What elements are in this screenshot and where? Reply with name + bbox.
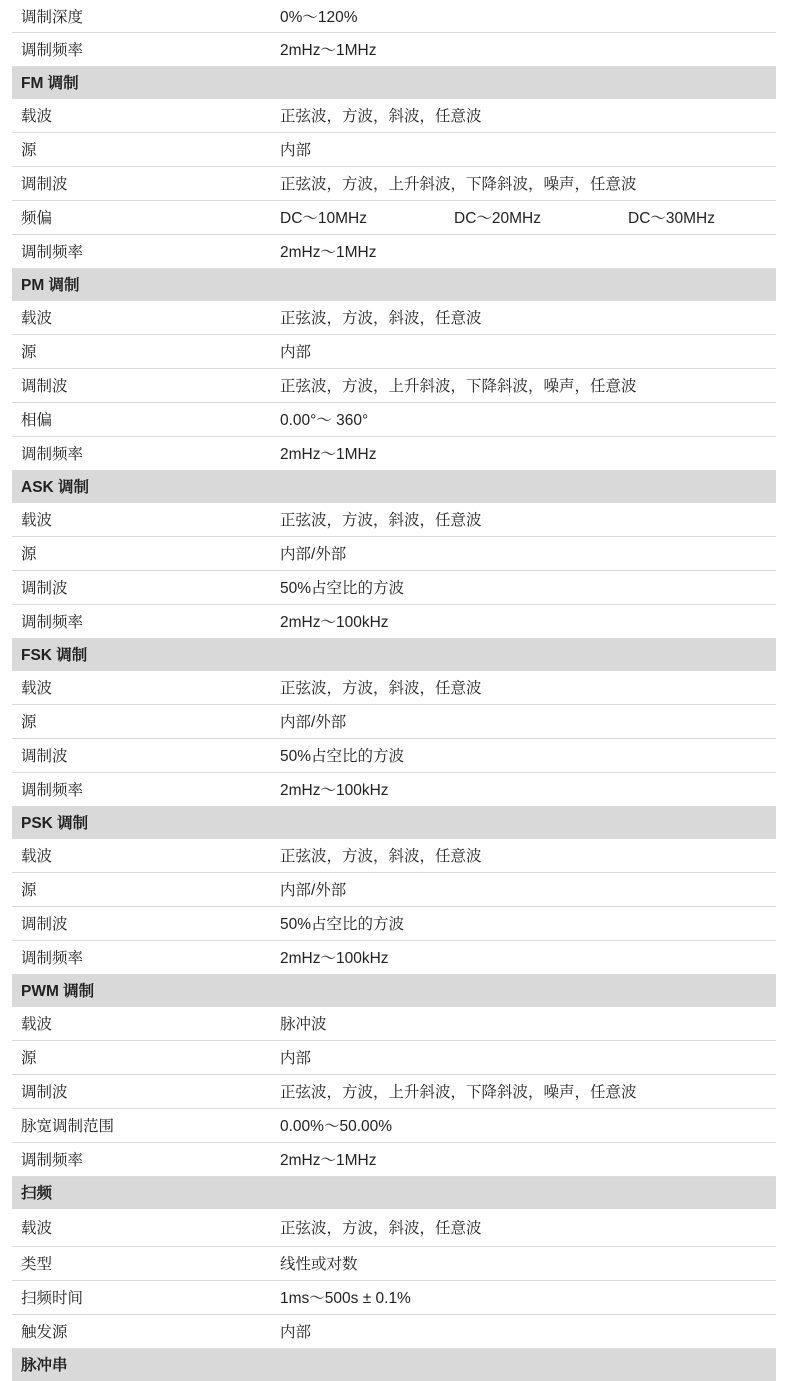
section-title: 脉冲串 <box>12 1348 776 1380</box>
spec-row <box>12 670 776 704</box>
spec-label: 调制波 <box>12 1074 271 1108</box>
spec-label: 载波 <box>12 98 271 132</box>
spec-label: 脉宽调制范围 <box>12 1108 271 1142</box>
spec-value: 内部/外部 <box>271 872 776 906</box>
spec-label: 类型 <box>12 1246 271 1280</box>
spec-value: 内部 <box>271 1040 776 1074</box>
spec-row <box>12 838 776 872</box>
spec-row <box>12 570 776 604</box>
spec-value: 2mHz～1MHz <box>271 234 776 268</box>
spec-label: 调制波 <box>12 368 271 402</box>
spec-row <box>12 402 776 436</box>
spec-label: 频偏 <box>12 200 271 234</box>
spec-row <box>12 872 776 906</box>
spec-value: 2mHz～100kHz <box>271 772 776 806</box>
spec-label: 调制波 <box>12 166 271 200</box>
spec-label: 调制频率 <box>12 32 271 66</box>
spec-value: 50%占空比的方波 <box>271 906 776 940</box>
spec-value: 内部 <box>271 1314 776 1348</box>
section-header-row <box>12 638 776 670</box>
spec-row <box>12 0 776 32</box>
spec-label: 载波 <box>12 670 271 704</box>
spec-label: 源 <box>12 536 271 570</box>
spec-row <box>12 502 776 536</box>
spec-value: 0.00%～50.00% <box>271 1108 776 1142</box>
section-title: FSK 调制 <box>12 638 776 670</box>
section-header-row <box>12 1176 776 1208</box>
spec-value-part: DC～30MHz <box>628 210 715 227</box>
spec-value: 0%～120% <box>271 0 776 32</box>
spec-row <box>12 98 776 132</box>
spec-value: 正弦波，方波，斜波，任意波 <box>271 670 776 704</box>
section-title: PSK 调制 <box>12 806 776 838</box>
section-title: PWM 调制 <box>12 974 776 1006</box>
spec-value: 脉冲波 <box>271 1006 776 1040</box>
spec-row <box>12 1006 776 1040</box>
spec-row <box>12 1246 776 1280</box>
spec-row <box>12 940 776 974</box>
spec-value: 1ms～500s ± 0.1% <box>271 1280 776 1314</box>
spec-label: 调制频率 <box>12 940 271 974</box>
spec-row <box>12 166 776 200</box>
spec-row <box>12 704 776 738</box>
spec-value: 2mHz～100kHz <box>271 604 776 638</box>
spec-label: 调制频率 <box>12 436 271 470</box>
spec-value: 内部 <box>271 132 776 166</box>
spec-value: 正弦波，方波，上升斜波，下降斜波，噪声，任意波 <box>271 1074 776 1108</box>
section-header-row <box>12 268 776 300</box>
section-title: PM 调制 <box>12 268 776 300</box>
spec-value: 正弦波，方波，斜波，任意波 <box>271 838 776 872</box>
spec-row <box>12 1142 776 1176</box>
spec-value: 正弦波，方波，上升斜波，下降斜波，噪声，任意波 <box>271 368 776 402</box>
spec-row <box>12 772 776 806</box>
section-title: FM 调制 <box>12 66 776 98</box>
spec-label: 载波 <box>12 300 271 334</box>
section-title: ASK 调制 <box>12 470 776 502</box>
spec-label: 调制深度 <box>12 0 271 32</box>
spec-label: 源 <box>12 872 271 906</box>
spec-value: 正弦波，方波，斜波，任意波 <box>271 502 776 536</box>
spec-value: 2mHz～100kHz <box>271 940 776 974</box>
spec-label: 扫频时间 <box>12 1280 271 1314</box>
section-title: 扫频 <box>12 1176 776 1208</box>
spec-label: 载波 <box>12 838 271 872</box>
section-header-row <box>12 66 776 98</box>
spec-table <box>12 0 776 1381</box>
section-header-row <box>12 470 776 502</box>
spec-value: 正弦波，方波，斜波，任意波 <box>271 300 776 334</box>
spec-value <box>271 200 776 234</box>
section-header-row <box>12 1348 776 1380</box>
spec-label: 源 <box>12 704 271 738</box>
spec-row <box>12 32 776 66</box>
section-header-row <box>12 806 776 838</box>
spec-value: 2mHz～1MHz <box>271 436 776 470</box>
spec-value: 2mHz～1MHz <box>271 1142 776 1176</box>
spec-row <box>12 234 776 268</box>
spec-row <box>12 132 776 166</box>
spec-value-part: DC～10MHz <box>280 210 367 227</box>
spec-label: 源 <box>12 132 271 166</box>
section-header-row <box>12 974 776 1006</box>
spec-row <box>12 300 776 334</box>
spec-value: 正弦波，方波，上升斜波，下降斜波，噪声，任意波 <box>271 166 776 200</box>
spec-row <box>12 1280 776 1314</box>
spec-value: 正弦波，方波，斜波，任意波 <box>271 1208 776 1246</box>
spec-label: 载波 <box>12 1208 271 1246</box>
spec-label: 调制频率 <box>12 234 271 268</box>
spec-label: 调制频率 <box>12 604 271 638</box>
spec-row <box>12 1314 776 1348</box>
spec-table-body <box>12 0 776 1380</box>
spec-label: 调制频率 <box>12 1142 271 1176</box>
spec-label: 调制波 <box>12 570 271 604</box>
spec-label: 调制波 <box>12 906 271 940</box>
spec-row <box>12 436 776 470</box>
spec-row <box>12 738 776 772</box>
spec-row <box>12 536 776 570</box>
spec-label: 相偏 <box>12 402 271 436</box>
spec-row <box>12 1208 776 1246</box>
spec-row <box>12 906 776 940</box>
spec-label: 调制频率 <box>12 772 271 806</box>
spec-row <box>12 1108 776 1142</box>
spec-label: 源 <box>12 1040 271 1074</box>
spec-row <box>12 334 776 368</box>
spec-value: 内部/外部 <box>271 704 776 738</box>
spec-row <box>12 368 776 402</box>
spec-label: 触发源 <box>12 1314 271 1348</box>
spec-value: 0.00°～ 360° <box>271 402 776 436</box>
spec-value-part: DC～20MHz <box>454 210 541 227</box>
spec-value: 2mHz～1MHz <box>271 32 776 66</box>
spec-label: 调制波 <box>12 738 271 772</box>
spec-label: 源 <box>12 334 271 368</box>
spec-value: 50%占空比的方波 <box>271 738 776 772</box>
spec-label: 载波 <box>12 1006 271 1040</box>
spec-label: 载波 <box>12 502 271 536</box>
spec-value: 内部/外部 <box>271 536 776 570</box>
spec-row <box>12 1074 776 1108</box>
spec-value: 50%占空比的方波 <box>271 570 776 604</box>
spec-value: 正弦波，方波，斜波，任意波 <box>271 98 776 132</box>
spec-row <box>12 1040 776 1074</box>
spec-value: 内部 <box>271 334 776 368</box>
spec-row <box>12 604 776 638</box>
spec-value: 线性或对数 <box>271 1246 776 1280</box>
spec-row <box>12 200 776 234</box>
